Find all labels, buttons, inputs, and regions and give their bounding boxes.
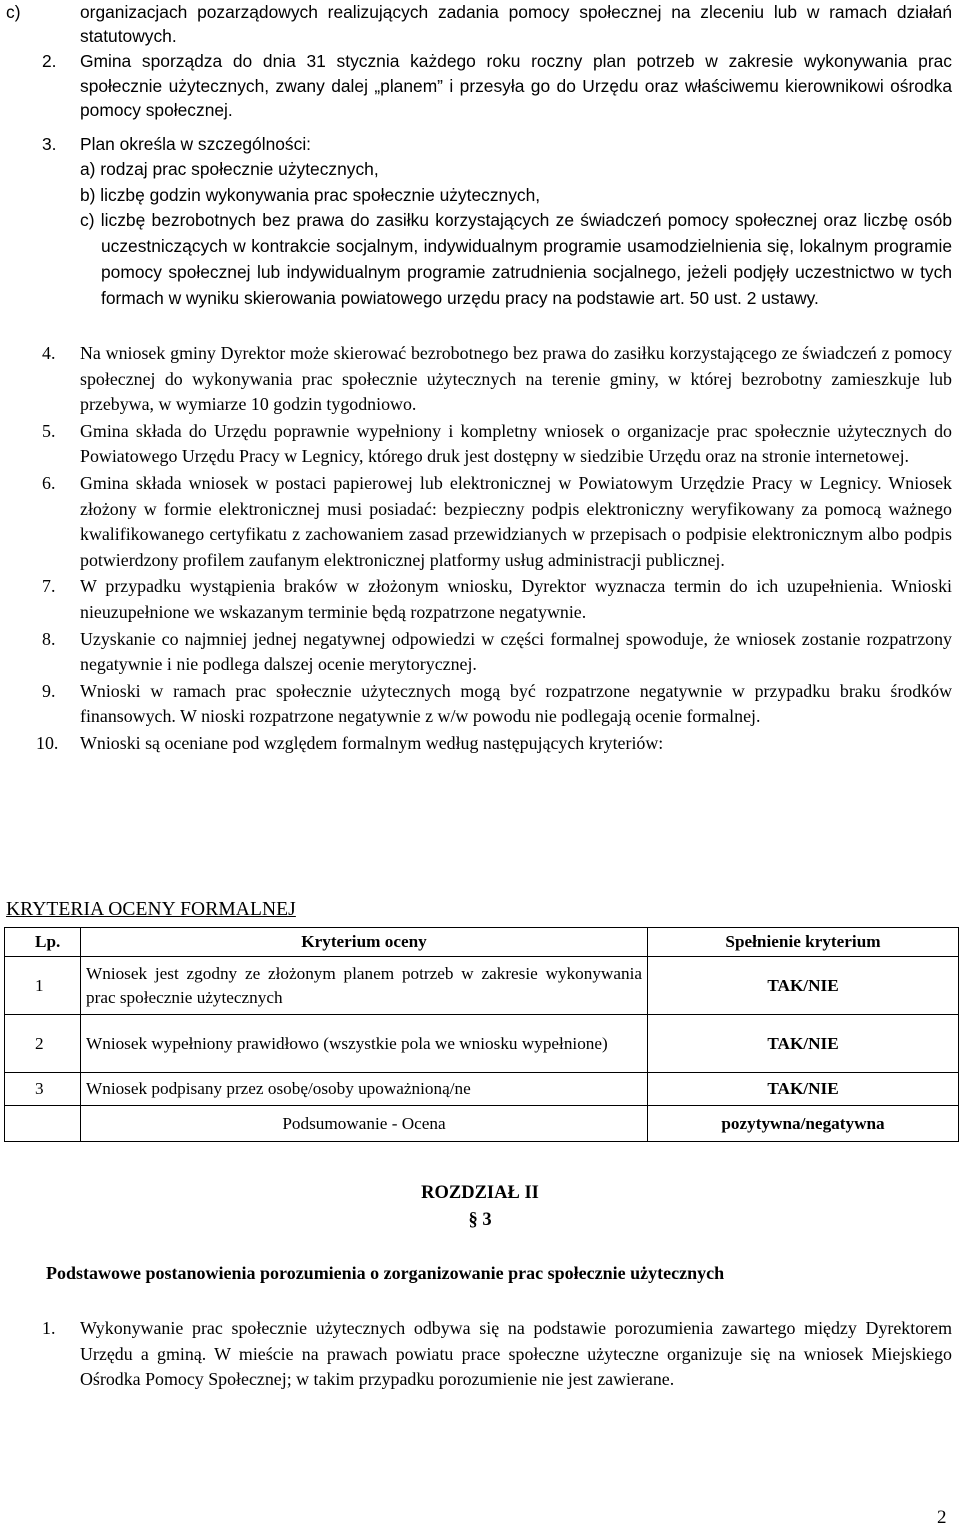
plan-list-item (0, 208, 960, 311)
table-header-row (5, 928, 959, 957)
plan-list-b: b) liczbę godzin wykonywania prac społecznie użytecznych, (80, 184, 541, 205)
item-text: Gmina składa do Urzędu poprawnie wypełniony i kompletny wniosek o organizacje prac społecznie użytecznych do Powiatowego Urzędu Pracy w Legnicy, którego druk jest dostępny w siedzibie Urzędu oraz na stronie internetowej. (80, 420, 952, 467)
table-summary-row (5, 1106, 959, 1142)
section-sign: § 3 (468, 1210, 492, 1230)
chapter-heading: Podstawowe postanowienia porozumienia o zorganizowanie prac społecznie użytecznych (46, 1263, 725, 1283)
row-lp: 2 (5, 1015, 81, 1073)
list-item (0, 679, 960, 730)
criteria-table (4, 927, 959, 1142)
item-text: Uzyskanie co najmniej jednej negatywnej odpowiedzi w części formalnej spowoduje, że wniosek zostanie rozpatrzony negatywnie i nie podlega dalszej ocenie merytorycznej. (80, 628, 952, 675)
item-text: Wnioski w ramach prac społecznie użytecznych mogą być rozpatrzone negatywnie w przypadku braku środków finansowych. W nioski rozpatrzone negatywnie z w/w powodu nie podlegają ocenie formalnej. (80, 680, 952, 727)
plan-list (0, 157, 960, 311)
list-item (0, 341, 960, 418)
list-item (0, 731, 960, 757)
item-text: Wnioski są oceniane pod względem formalnym według następujących kryteriów: (80, 732, 664, 753)
item-2-plan (0, 49, 960, 123)
item-c-text: organizacjach pozarządowych realizujących zadania pomocy społecznej na zleceniu lub w ramach działań statutowych. (80, 2, 952, 46)
plan-list-item (0, 183, 960, 209)
list-item (0, 1316, 960, 1393)
header-criterion: Kryterium oceny (81, 928, 648, 957)
row-value: TAK/NIE (648, 1073, 959, 1106)
list-item (0, 471, 960, 573)
row-criterion: Wniosek jest zgodny ze złożonym planem potrzeb w zakresie wykonywania prac społecznie użytecznych (81, 957, 648, 1015)
item-text: Wykonywanie prac społecznie użytecznych odbywa się na podstawie porozumienia zawartego między Dyrektorem Urzędu a gminą. W mieście na prawach powiatu prace społeczne użyteczne organizuje się na wniosek Miejskiego Ośrodka Pomocy Społecznej; w takim przypadku porozumienie nie jest zawierane. (80, 1318, 952, 1390)
item-number: 4. (42, 343, 56, 363)
row-criterion: Wniosek podpisany przez osobę/osoby upoważnioną/ne (81, 1073, 648, 1106)
row-lp: 3 (5, 1073, 81, 1106)
formal-criteria-heading: KRYTERIA OCENY FORMALNEJ (6, 899, 296, 920)
row-value: TAK/NIE (648, 1015, 959, 1073)
table-row (5, 957, 959, 1015)
row-criterion: Wniosek wypełniony prawidłowo (wszystkie pola we wniosku wypełnione) (81, 1015, 648, 1073)
item-number: 10. (36, 732, 59, 753)
summary-value: pozytywna/negatywna (648, 1106, 959, 1142)
item-c-organizations (0, 0, 960, 48)
item-number: 9. (42, 680, 56, 701)
item-text: Na wniosek gminy Dyrektor może skierować bezrobotnego bez prawa do zasiłku korzystającego ze świadczeń z pomocy społecznej do wykonywania prac społecznie użytecznych na terenie gminy, w której bezrobotny zamieszkuje lub przebywa, w wymiarze 10 godzin tygodniowo. (80, 343, 952, 415)
item-c-label: c) (6, 2, 21, 22)
header-fulfilment: Spełnienie kryterium (648, 928, 959, 957)
plan-list-c: c) liczbę bezrobotnych bez prawa do zasiłku korzystających ze świadczeń pomocy społecznej oraz liczbę osób uczestniczących w kontrakcie socjalnym, indywidualnym programie usamodzielnienia się, lokalnym programie pomocy społecznej lub indywidualnym programie zatrudnienia socjalnego, jeżeli podjęły uczestnictwo w tych formach w wyniku skierowania powiatowego urzędu pracy na podstawie art. 50 ust. 2 ustawy. (80, 210, 952, 308)
table-row (5, 1073, 959, 1106)
item-2-text: Gmina sporządza do dnia 31 stycznia każdego roku roczny plan potrzeb w zakresie wykonywania prac społecznie użytecznych, zwany dalej „planem” i przesyła go do Urzędu oraz właściwemu kierownikowi ośrodka pomocy społecznej. (80, 51, 952, 120)
table-row (5, 1015, 959, 1073)
item-number: 1. (42, 1318, 56, 1338)
list-item (0, 574, 960, 625)
chapter-title: ROZDZIAŁ II (421, 1183, 539, 1203)
row-lp: 1 (5, 957, 81, 1015)
list-item (0, 419, 960, 470)
numbered-items (0, 341, 960, 757)
item-text: W przypadku wystąpienia braków w złożonym wniosku, Dyrektor wyznacza termin do ich uzupełnienia. Wnioski nieuzupełnione we wskazanym terminie będą rozpatrzone negatywnie. (80, 576, 952, 622)
plan-list-item (0, 157, 960, 183)
row-value: TAK/NIE (648, 957, 959, 1015)
item-number: 6. (42, 472, 56, 493)
summary-label: Podsumowanie - Ocena (81, 1106, 648, 1142)
item-number: 5. (42, 420, 56, 441)
plan-list-a: a) rodzaj prac społecznie użytecznych, (80, 159, 379, 179)
page-number: 2 (937, 1507, 947, 1528)
summary-empty-cell (5, 1106, 81, 1142)
item-number: 8. (42, 628, 56, 649)
item-3-text: Plan określa w szczególności: (80, 134, 312, 154)
header-lp: Lp. (5, 928, 81, 957)
list-item (0, 627, 960, 678)
item-number: 7. (42, 576, 56, 597)
chapter-items (0, 1316, 960, 1393)
item-2-number: 2. (42, 51, 57, 71)
item-3-number: 3. (42, 134, 57, 154)
item-text: Gmina składa wniosek w postaci papierowej lub elektronicznej w Powiatowym Urzędzie Pracy w Legnicy. Wniosek złożony w formie elektronicznej musi posiadać: bezpieczny podpis elektroniczny weryfikowany za pomocą ważnego kwalifikowanego certyfikatu z zachowaniem zasad przewidzianych w przepisach o podpisie elektronicznym albo podpis potwierdzony profilem zaufanym elektronicznej platformy usług administracji publicznej. (80, 472, 952, 570)
item-3-plan-defines (0, 132, 960, 157)
